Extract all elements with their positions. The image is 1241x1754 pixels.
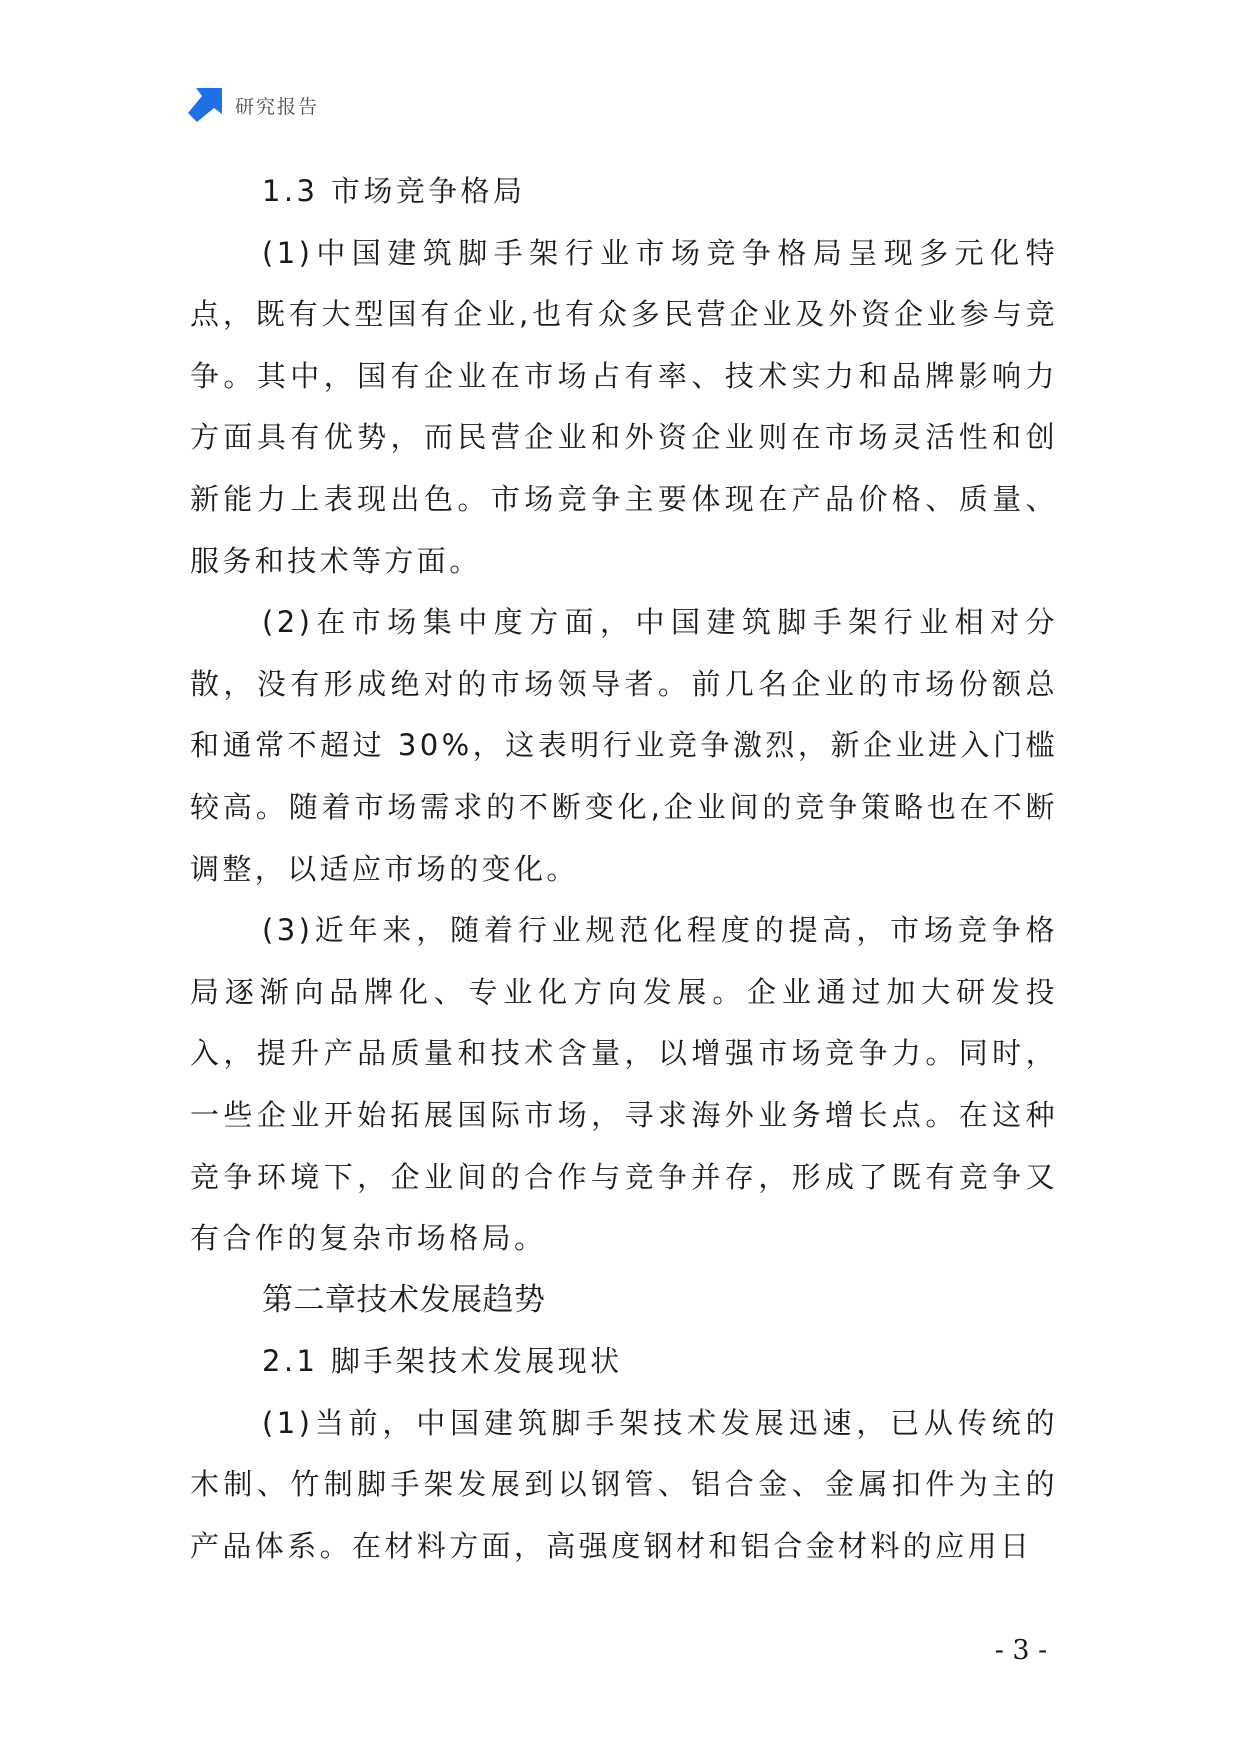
paragraph-3: (3)近年来，随着行业规范化程度的提高，市场竞争格局逐渐向品牌化、专业化方向发展。企业通过加大研发投入，提升产品质量和技术含量，以增强市场竞争力。同时，一些企业开始拓展国际市场，寻求海外业务增长点。在这种竞争环境下，企业间的合作与竞争并存，形成了既有竞争又有合作的复杂市场格局。 [190,913,1058,1256]
report-header [188,88,319,122]
document-body [190,161,1058,1578]
arrow-up-right-logo-icon [188,88,222,122]
paragraph-2: (2)在市场集中度方面，中国建筑脚手架行业相对分散，没有形成绝对的市场领导者。前几名企业的市场份额总和通常不超过 30%，这表明行业竞争激烈，新企业进入门槛较高。随着市场需求的不断变化,企业间的竞争策略也在不断调整，以适应市场的变化。 [190,605,1058,886]
header-title: 研究报告 [235,95,320,118]
chapter-heading-2: 第二章技术发展趋势 [262,1281,546,1318]
paragraph-1: (1)中国建筑脚手架行业市场竞争格局呈现多元化特点，既有大型国有企业,也有众多民营企业及外资企业参与竞争。其中，国有企业在市场占有率、技术实力和品牌影响力方面具有优势，而民营企业和外资企业则在市场灵活性和创新能力上表现出色。市场竞争主要体现在产品价格、质量、服务和技术等方面。 [190,235,1058,578]
section-heading-2-1: 2.1 脚手架技术发展现状 [262,1344,623,1379]
paragraph-4: (1)当前，中国建筑脚手架技术发展迅速，已从传统的木制、竹制脚手架发展到以钢管、铝合金、金属扣件为主的产品体系。在材料方面，高强度钢材和铝合金材料的应用日 [190,1405,1058,1564]
section-heading-1-3: 1.3 市场竞争格局 [262,174,526,208]
page-number: - 3 - [994,1635,1048,1666]
